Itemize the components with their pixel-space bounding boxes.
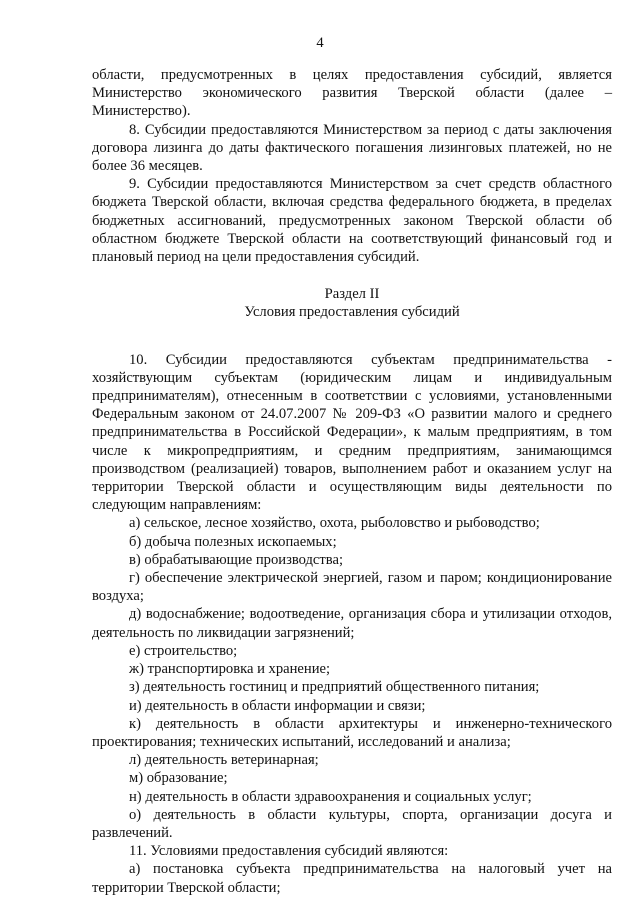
list-item: а) постановка субъекта предпринимательства на налоговый учет на территории Тверской области; xyxy=(92,861,612,896)
paragraph-8: 8. Субсидии предоставляются Министерством за период с даты заключения договора лизинга до даты фактического погашения лизинговых платежей, но не более 36 месяцев. xyxy=(92,121,612,175)
document-body xyxy=(92,66,612,897)
list-item: ж) транспортировка и хранение; xyxy=(129,661,331,678)
list-item: н) деятельность в области здравоохранения и социальных услуг; xyxy=(129,788,532,805)
list-item: е) строительство; xyxy=(129,642,238,659)
list-item: а) сельское, лесное хозяйство, охота, рыболовство и рыбоводство; xyxy=(129,515,540,532)
page-number: 4 xyxy=(316,35,324,51)
list-item: б) добыча полезных ископаемых; xyxy=(129,533,337,550)
list-item: к) деятельность в области архитектуры и инженерно-технического проектирования; технических испытаний, исследований и анализа; xyxy=(92,715,612,750)
list-item: д) водоснабжение; водоотведение, организация сбора и утилизации отходов, деятельность по ликвидации загрязнений; xyxy=(92,606,612,641)
section-title: Условия предоставления субсидий xyxy=(244,304,460,321)
section-number: Раздел II xyxy=(324,286,380,303)
paragraph-9: 9. Субсидии предоставляются Министерством за счет средств областного бюджета Тверской области, включая средства федерального бюджета, в пределах бюджетных ассигнований, предусмотренных законом Тверской области об областном бюджете Тверской области на соответствующий финансовый год и плановый период на цели предоставления субсидий. xyxy=(92,176,612,266)
paragraph-10: 10. Субсидии предоставляются субъектам предпринимательства - хозяйствующим субъектам (юридическим лицам и индивидуальным предпринимателям), отнесенным в соответствии с условиями, установленными Федеральным законом от 24.07.2007 № 209-ФЗ «О развитии малого и среднего предпринимательства в Российской Федерации», к малым предприятиям, в том числе к микропредприятиям, и средним предприятиям, занимающимся производством (реализацией) товаров, выполнением работ и оказанием услуг на территории Тверской области и осуществляющим виды деятельности по следующим направлениям: xyxy=(92,351,612,514)
list-item: в) обрабатывающие производства; xyxy=(129,551,344,568)
list-item: з) деятельность гостиниц и предприятий общественного питания; xyxy=(129,679,540,696)
list-item: г) обеспечение электрической энергией, газом и паром; кондиционирование воздуха; xyxy=(92,570,612,605)
paragraph-continuation: области, предусмотренных в целях предоставления субсидий, является Министерство экономического развития Тверской области (далее – Министерство). xyxy=(92,67,612,120)
list-item: о) деятельность в области культуры, спорта, организации досуга и развлечений. xyxy=(92,806,612,841)
list-item: и) деятельность в области информации и связи; xyxy=(129,697,426,714)
paragraph-11: 11. Условиями предоставления субсидий являются: xyxy=(129,843,449,860)
list-item: м) образование; xyxy=(129,770,228,787)
list-item: л) деятельность ветеринарная; xyxy=(129,752,319,769)
